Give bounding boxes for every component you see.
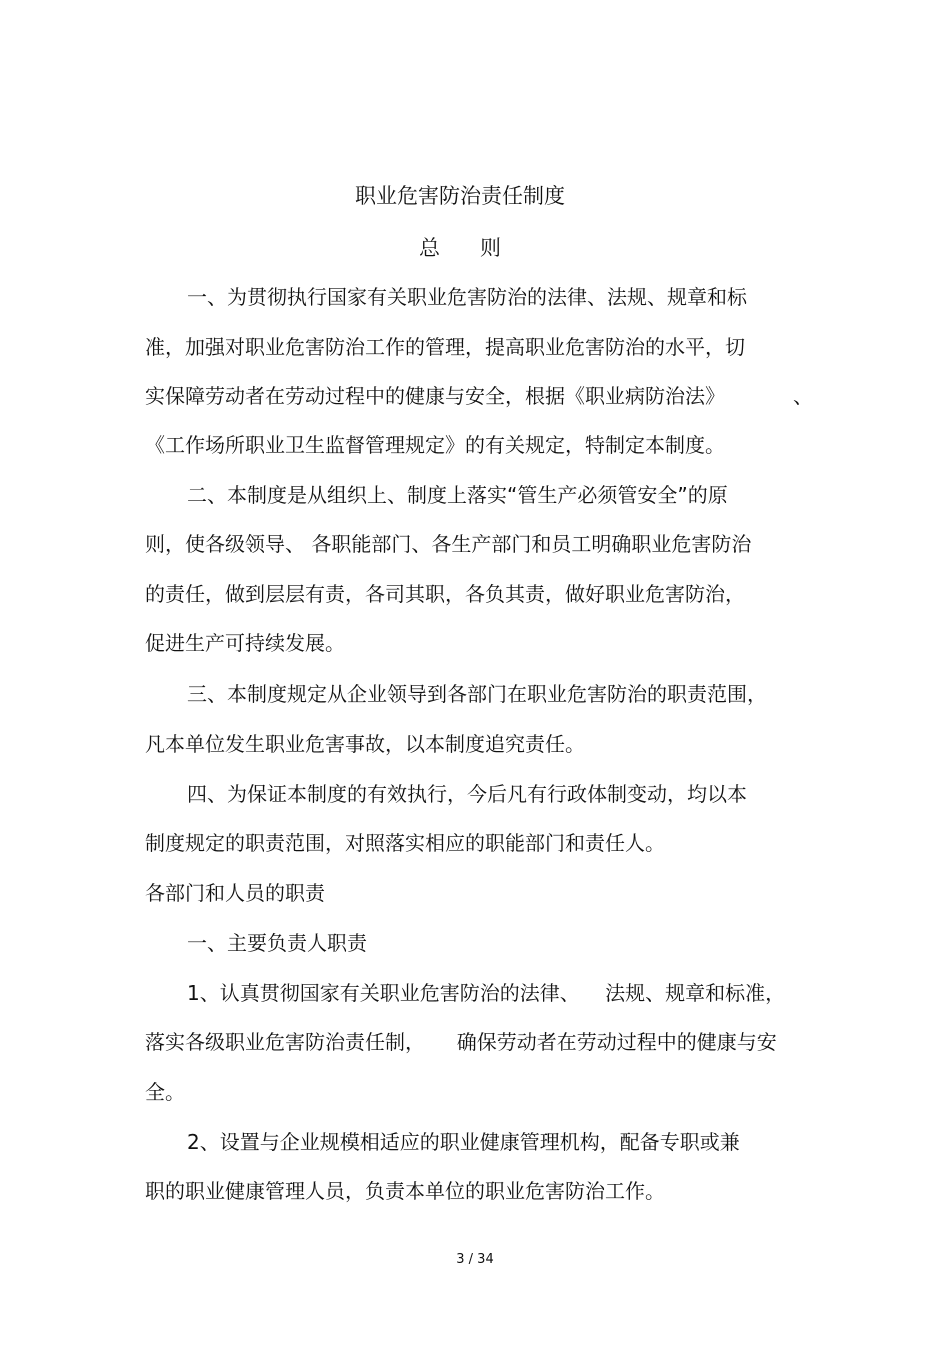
item-2-line-1: 2、设置与企业规模相适应的职业健康管理机构，配备专职或兼 xyxy=(187,1130,740,1154)
paragraph-2-line-2: 则，使各级领导、 各职能部门、各生产部门和员工明确职业危害防治 xyxy=(145,532,752,556)
item-2-line-2: 职的职业健康管理人员，负责本单位的职业危害防治工作。 xyxy=(145,1179,665,1203)
paragraph-3-line-2: 凡本单位发生职业危害事故，以本制度追究责任。 xyxy=(145,732,585,756)
paragraph-1-line-1: 一、为贯彻执行国家有关职业危害防治的法律、法规、规章和标 xyxy=(187,285,747,309)
paragraph-3-line-1: 三、本制度规定从企业领导到各部门在职业危害防治的职责范围， xyxy=(187,682,767,706)
item-1-line-2: 落实各级职业危害防治责任制， 确保劳动者在劳动过程中的健康与安 xyxy=(145,1030,777,1054)
paragraph-1-line-3: 实保障劳动者在劳动过程中的健康与安全，根据《职业病防治法》 xyxy=(145,384,725,408)
paragraph-2-line-1: 二、本制度是从组织上、制度上落实“管生产必须管安全”的原 xyxy=(187,483,728,507)
item-1-line-1: 1、认真贯彻国家有关职业危害防治的法律、 法规、规章和标准， xyxy=(187,981,786,1005)
subsection-1-heading: 一、主要负责人职责 xyxy=(187,931,367,955)
paragraph-1-line-4: 《工作场所职业卫生监督管理规定》的有关规定，特制定本制度。 xyxy=(145,433,725,457)
paragraph-4-line-2: 制度规定的职责范围，对照落实相应的职能部门和责任人。 xyxy=(145,831,665,855)
section-2-heading: 各部门和人员的职责 xyxy=(145,881,325,905)
item-1-line-3: 全。 xyxy=(145,1080,185,1104)
paragraph-1-trailing-mark: 、 xyxy=(793,384,813,408)
paragraph-1-line-2: 准，加强对职业危害防治工作的管理，提高职业危害防治的水平，切 xyxy=(145,335,745,359)
section-heading-general: 总 则 xyxy=(418,236,502,260)
paragraph-4-line-1: 四、为保证本制度的有效执行，今后凡有行政体制变动，均以本 xyxy=(187,782,747,806)
page-number: 3 / 34 xyxy=(456,1252,494,1267)
document-title: 职业危害防治责任制度 xyxy=(355,184,565,208)
paragraph-2-line-3: 的责任，做到层层有责，各司其职，各负其责，做好职业危害防治， xyxy=(145,582,745,606)
paragraph-2-line-4: 促进生产可持续发展。 xyxy=(145,631,345,655)
